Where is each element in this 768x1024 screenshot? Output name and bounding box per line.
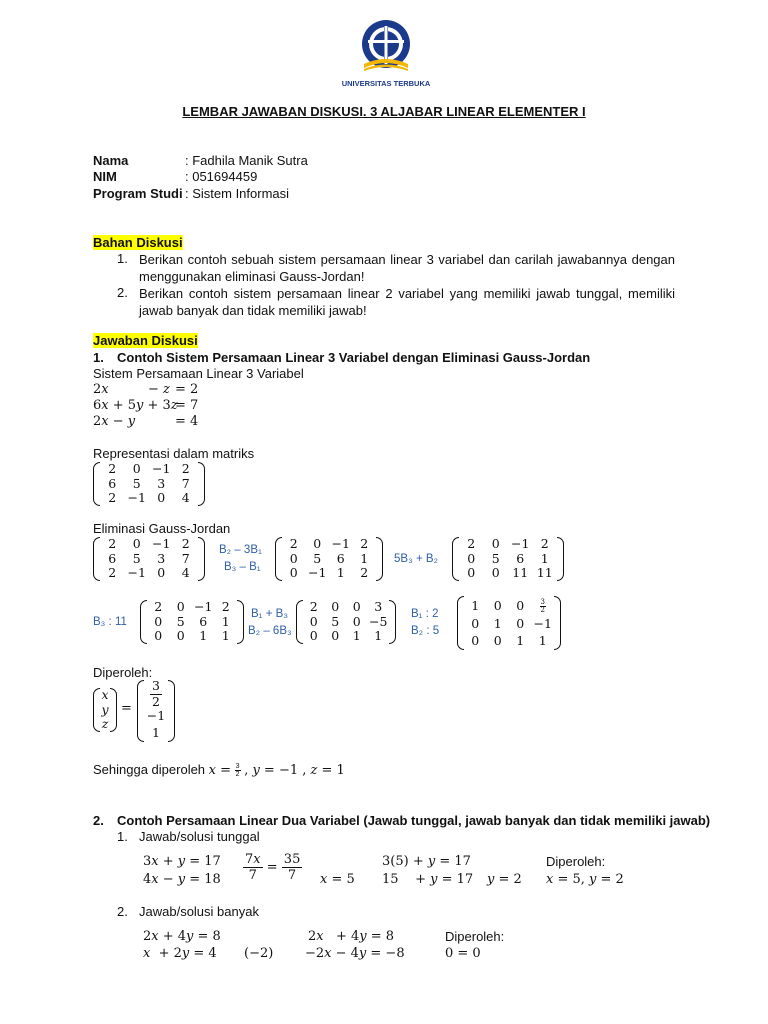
logo-text: UNIVERSITAS TERBUKA (341, 79, 431, 88)
matrix-cell: 1 (221, 628, 230, 644)
matrix-cell: 2 (181, 461, 190, 477)
matrix-cell: 0 (154, 613, 163, 629)
banyak-result-1: 2𝑥 + 4𝑦 = 8 (308, 929, 395, 944)
matrix-cell: 11 (536, 565, 553, 581)
matrix-cell: 7 (181, 550, 190, 566)
tunggal-diperoleh-label: Diperoleh: (546, 854, 606, 869)
matrix-cell: 4 (181, 490, 190, 506)
operation-b2-div-5: B₂ : 5 (411, 625, 440, 637)
matrix-cell: 5 (176, 613, 185, 629)
equation-2-right: = 7 (175, 398, 199, 413)
jawaban-heading: Jawaban Diskusi (93, 333, 198, 348)
matrix-cell: 0 (157, 565, 166, 581)
matrix-cell: 4 (181, 565, 190, 581)
diperoleh-label: Diperoleh: (93, 665, 153, 680)
solution-value-vector (137, 680, 175, 742)
identity-label-nama: Nama (93, 153, 129, 168)
bahan-item-2-num: 2. (117, 285, 128, 300)
vector-value: 1 (152, 725, 160, 741)
university-logo-icon (356, 18, 416, 78)
matrix-cell: 2 (360, 536, 369, 552)
matrix-cell: 6 (336, 550, 345, 566)
bahan-item-1-text: Berikan contoh sebuah sistem persamaan linear 3 variabel dan carilah jawabannya dengan menggunakan eliminasi Gauss-Jordan! (139, 252, 675, 284)
equation-1-mid: − 𝑧 (148, 382, 170, 397)
matrix-cell: 2 (360, 565, 369, 581)
banyak-eq-1: 2𝑥 + 4𝑦 = 8 (143, 929, 221, 944)
equals-sign: = (121, 701, 132, 716)
banyak-result-2: −2𝑥 − 4𝑦 = −8 (305, 946, 405, 961)
banyak-diperoleh-value: 0 = 0 (445, 946, 481, 961)
matrix-cell: 0 (157, 490, 166, 506)
sehingga-prefix: Sehingga diperoleh (93, 762, 206, 777)
matrix-cell: 0 (309, 613, 318, 629)
section-2-num: 2. (93, 813, 104, 828)
matrix-cell: 2 (108, 461, 117, 477)
matrix-cell: −1 (308, 565, 327, 581)
matrix-cell: 1 (471, 597, 480, 613)
matrix-cell: −1 (331, 536, 350, 552)
matrix-cell: 0 (467, 550, 476, 566)
matrix-cell: 6 (108, 550, 117, 566)
matrix-cell: 2 (309, 599, 318, 615)
vector-var-y: 𝑦 (101, 701, 109, 717)
bahan-item-1-num: 1. (117, 251, 128, 266)
matrix-cell: 0 (352, 613, 361, 629)
banyak-eq-2: 𝑥 + 2𝑦 = 4 (143, 946, 217, 961)
sehingga-x: 𝑥 = (208, 763, 232, 778)
identity-value-nama: : Fadhila Manik Sutra (185, 153, 308, 168)
matrix-step-3 (140, 600, 244, 644)
matrix-cell: 1 (493, 616, 502, 632)
matrix-cell: 3 (157, 550, 166, 566)
matrix-cell: 0 (313, 536, 322, 552)
banyak-num: 2. (117, 904, 128, 919)
matrix-cell: 2 (289, 536, 298, 552)
matrix-cell: 3 (157, 475, 166, 491)
tunggal-sub-2: 15 + 𝑦 = 17 (382, 872, 474, 887)
bahan-item-2-text: Berikan contoh sistem persamaan linear 2 variabel yang memiliki jawab tunggal, memiliki jawab banyak dan tidak memiliki jawab! (139, 286, 675, 318)
matrix-cell: −1 (511, 536, 530, 552)
matrix-cell: 0 (493, 597, 502, 613)
matrix-cell: 2 (467, 536, 476, 552)
matrix-cell: 0 (471, 616, 480, 632)
matrix-step-2 (452, 537, 564, 581)
equation-3-left: 2𝑥 − 𝑦 (93, 414, 136, 429)
matrix-cell: 5 (491, 550, 500, 566)
solution-variable-vector (93, 688, 117, 732)
matrix-step-5 (457, 596, 561, 650)
matrix-step-0 (93, 537, 205, 581)
tunggal-label: Jawab/solusi tunggal (139, 829, 260, 844)
matrix-step-4 (296, 600, 396, 644)
vector-var-x: 𝑥 (101, 687, 109, 703)
tunggal-sub-1: 3(5) + 𝑦 = 17 (382, 854, 471, 869)
matrix-cell: −1 (152, 536, 171, 552)
matrix-cell: 0 (491, 565, 500, 581)
sehingga-line (93, 762, 345, 778)
identity-value-prodi: : Sistem Informasi (185, 186, 290, 201)
sehingga-fraction: $\frac{3}{2}$ (235, 763, 240, 779)
operation-b2-minus-6b3: B₂ – 6B₃ (248, 625, 292, 637)
matrix-cell: −1 (127, 565, 146, 581)
operation-b1-div-2: B₁ : 2 (411, 608, 439, 620)
page-title: LEMBAR JAWABAN DISKUSI. 3 ALJABAR LINEAR ELEMENTER I (182, 104, 586, 119)
matrix-cell: 7 (181, 475, 190, 491)
matrix-cell: 2 (221, 599, 230, 615)
matrix-cell: 1 (360, 550, 369, 566)
matrix-cell: 1 (221, 613, 230, 629)
vector-value-fraction: $\frac{3}{2}$ (152, 678, 160, 709)
matrix-cell: 6 (108, 475, 117, 491)
tunggal-diperoleh-value: 𝑥 = 5, 𝑦 = 2 (546, 872, 624, 887)
matrix-cell: 0 (516, 616, 525, 632)
banyak-label: Jawab/solusi banyak (139, 904, 259, 919)
matrix-cell: 5 (132, 550, 141, 566)
university-logo (356, 18, 416, 78)
matrix-cell: −1 (194, 599, 213, 615)
matrix-cell: 0 (132, 461, 141, 477)
matrix-cell: 11 (512, 565, 529, 581)
matrix-cell: 0 (289, 550, 298, 566)
bahan-heading: Bahan Diskusi (93, 235, 183, 250)
matrix-cell: 0 (176, 599, 185, 615)
matrix-cell: 0 (289, 565, 298, 581)
operation-b3-minus-b1: B₃ – B₁ (224, 561, 261, 573)
matrix-cell: 2 (154, 599, 163, 615)
gauss-jordan-label: Eliminasi Gauss-Jordan (93, 521, 231, 536)
sehingga-rest: , 𝑦 = −1 , 𝑧 = 1 (244, 763, 345, 778)
matrix-cell: 3 (374, 599, 383, 615)
matrix-cell: 1 (336, 565, 345, 581)
matrix-cell: 1 (538, 633, 547, 649)
equation-2-left: 6𝑥 + 5𝑦 + 3𝑧 (93, 398, 178, 413)
tunggal-eq-1: 3𝑥 + 𝑦 = 17 (143, 854, 221, 869)
matrix-cell: 0 (132, 536, 141, 552)
equation-3-right: = 4 (175, 414, 199, 429)
vector-value: −1 (146, 708, 166, 724)
matrix-cell: 1 (352, 628, 361, 644)
operation-b2-minus-3b1: B₂ – 3B₁ (219, 544, 262, 556)
matrix-cell: −1 (533, 616, 552, 632)
coefficient-matrix (93, 462, 205, 506)
equation-1-right: = 2 (175, 382, 199, 397)
matrix-cell: −1 (152, 461, 171, 477)
matrix-cell: 1 (199, 628, 208, 644)
tunggal-fraction-eq: $\frac{\text{7𝑥}}{7}$ = $\frac{35}{7}$ (245, 852, 301, 883)
equation-1-left: 2𝑥 (93, 382, 109, 397)
matrix-cell: 1 (540, 550, 549, 566)
matrix-cell: 0 (471, 633, 480, 649)
matrix-cell: 0 (154, 628, 163, 644)
matrix-cell: 2 (181, 536, 190, 552)
tunggal-eq-2: 4𝑥 − 𝑦 = 18 (143, 872, 221, 887)
matrix-cell: −5 (369, 613, 388, 629)
matrix-cell: 1 (516, 633, 525, 649)
identity-value-nim: : 051694459 (185, 169, 258, 184)
matrix-step-1 (275, 537, 383, 581)
identity-label-prodi: Program Studi (93, 186, 183, 201)
matrix-representation-label: Representasi dalam matriks (93, 446, 255, 461)
matrix-cell: 0 (309, 628, 318, 644)
matrix-cell: 0 (467, 565, 476, 581)
matrix-cell: 2 (108, 565, 117, 581)
operation-5b3-plus-b2: 5B₃ + B₂ (394, 553, 438, 565)
section-1-num: 1. (93, 350, 104, 365)
matrix-cell: 0 (331, 599, 340, 615)
spl-label: Sistem Persamaan Linear 3 Variabel (93, 366, 304, 381)
matrix-cell: −1 (127, 490, 146, 506)
tunggal-x-result: 𝑥 = 5 (320, 872, 355, 887)
matrix-cell: 2 (108, 536, 117, 552)
vector-var-z: 𝑧 (101, 716, 109, 732)
section-2-title: Contoh Persamaan Linear Dua Variabel (Jawab tunggal, jawab banyak dan tidak memiliki jawab) (117, 813, 711, 828)
matrix-cell: 0 (331, 628, 340, 644)
matrix-cell: 2 (108, 490, 117, 506)
matrix-cell: 6 (199, 613, 208, 629)
matrix-cell: 1 (374, 628, 383, 644)
matrix-cell: 6 (516, 550, 525, 566)
identity-label-nim: NIM (93, 169, 117, 184)
matrix-cell: 5 (331, 613, 340, 629)
tunggal-num: 1. (117, 829, 128, 844)
matrix-cell-fraction: $\frac{3}{2}$ (540, 597, 545, 614)
matrix-cell: 0 (491, 536, 500, 552)
matrix-cell: 5 (132, 475, 141, 491)
operation-b3-div-11: B₃ : 11 (93, 616, 127, 628)
matrix-cell: 0 (176, 628, 185, 644)
matrix-cell: 0 (493, 633, 502, 649)
operation-b1-plus-b3: B₁ + B₃ (251, 608, 289, 620)
tunggal-y-result: 𝑦 = 2 (487, 872, 522, 887)
matrix-cell: 0 (352, 599, 361, 615)
matrix-cell: 5 (313, 550, 322, 566)
banyak-multiplier: (−2) (244, 946, 274, 961)
section-1-title: Contoh Sistem Persamaan Linear 3 Variabel dengan Eliminasi Gauss-Jordan (117, 350, 591, 365)
banyak-diperoleh-label: Diperoleh: (445, 929, 505, 944)
matrix-cell: 0 (516, 597, 525, 613)
matrix-cell: 2 (540, 536, 549, 552)
